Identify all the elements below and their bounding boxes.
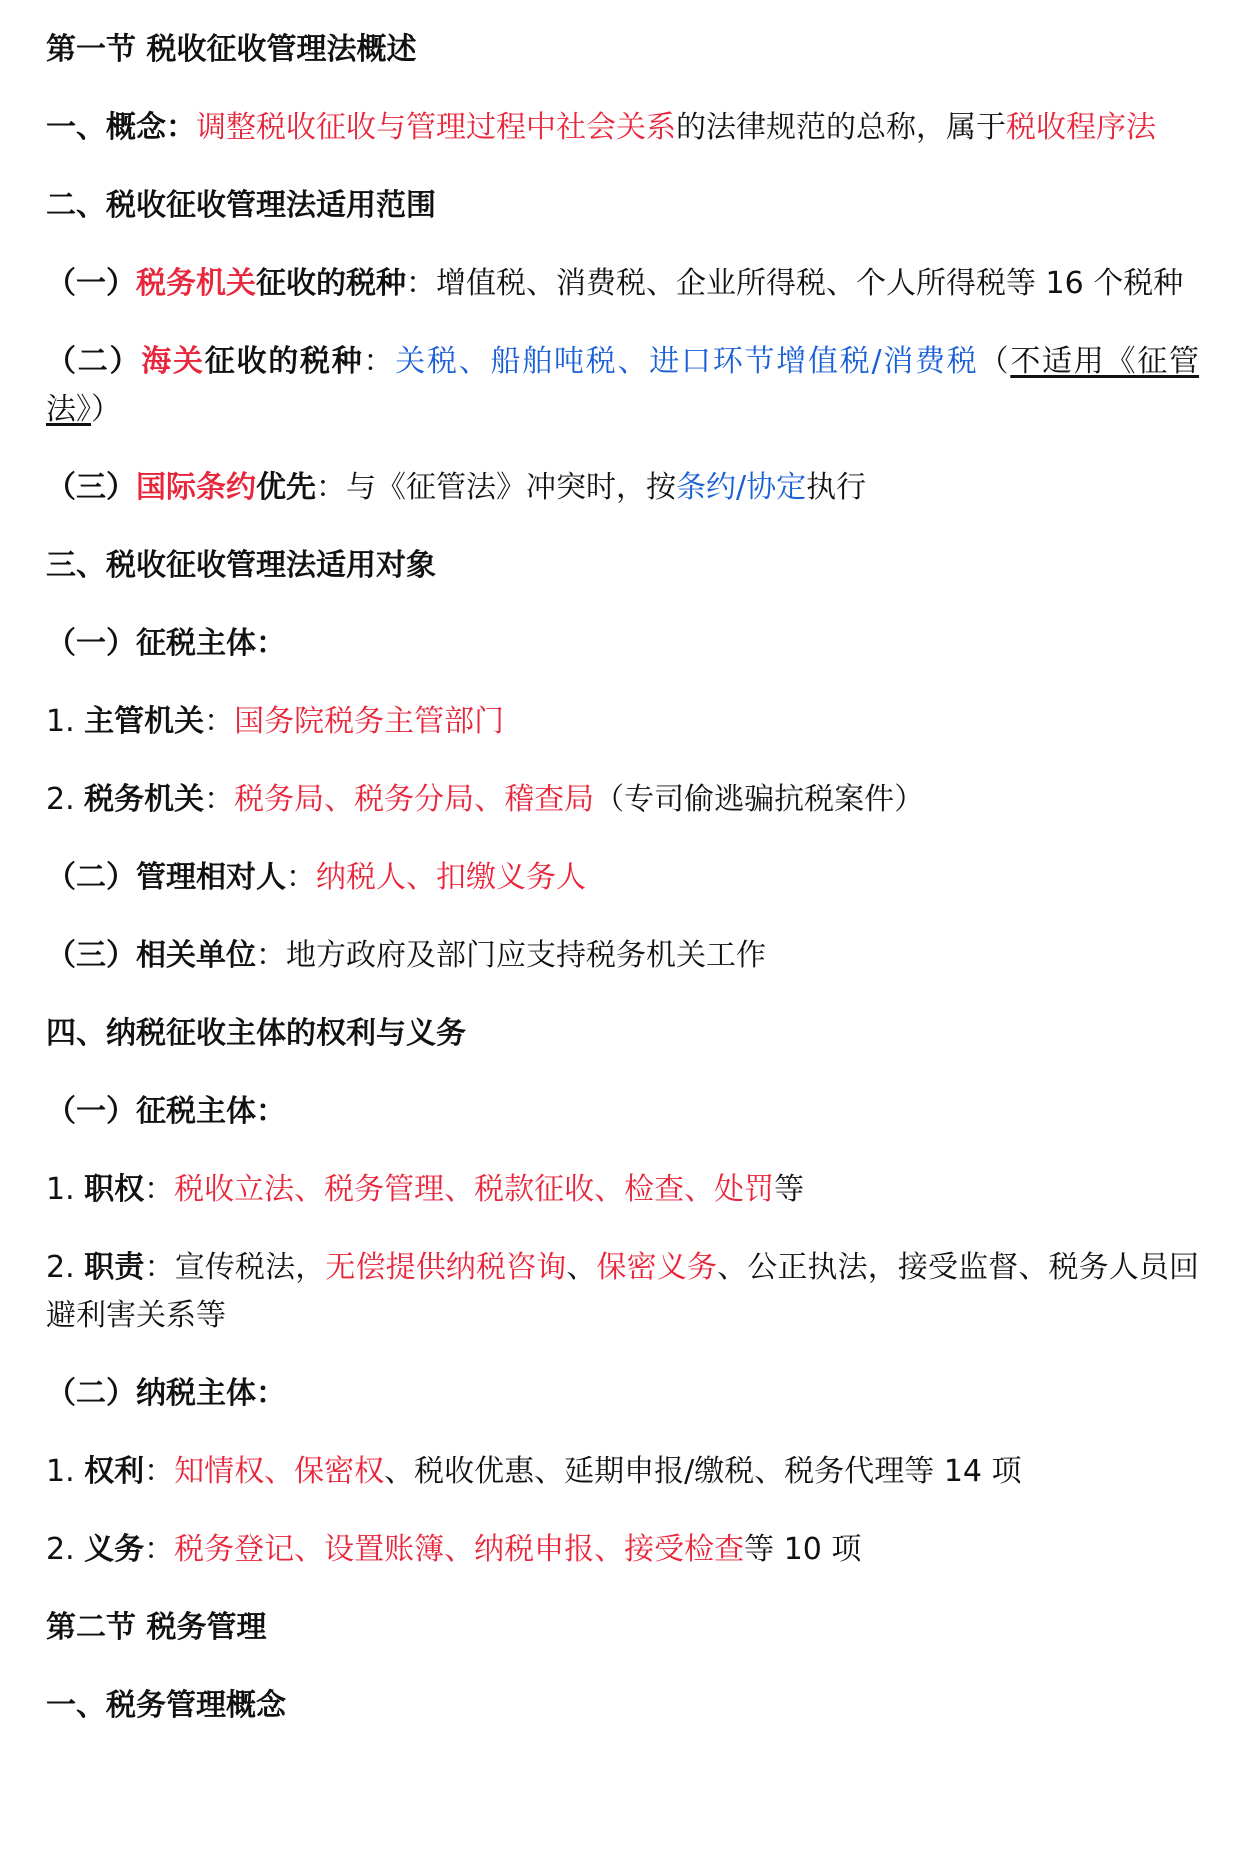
concept-highlight-1: 调整税收征收与管理过程中社会关系 <box>196 110 676 145</box>
taxpayer-duties-text: 等 10 项 <box>744 1532 862 1567</box>
collector-duties <box>46 1244 1199 1340</box>
taxpayer-subheading: （二）纳税主体： <box>46 1376 286 1411</box>
authority-item-1-highlight: 国务院税务主管部门 <box>234 704 505 739</box>
concept-heading: 一、概念： <box>46 110 196 145</box>
scope-item-3-text: ：与《征管法》冲突时，按 <box>316 470 676 505</box>
collector-duties-highlight-1: 无偿提供纳税咨询 <box>325 1250 567 1285</box>
taxpayer-rights-text: 、税收优惠、延期申报/缴税、税务代理等 14 项 <box>384 1454 1022 1489</box>
taxpayer-rights-highlight: 知情权、保密权 <box>174 1454 385 1489</box>
related-units-item <box>46 932 1199 980</box>
scope-item-2-heading: 征收的税种 <box>204 344 364 379</box>
counterparty-heading: （二）管理相对人 <box>46 860 286 895</box>
collector-powers-heading: 职权 <box>84 1172 145 1207</box>
collector-powers-num: 1. <box>46 1172 85 1207</box>
taxpayer-duties-heading: 义务 <box>84 1532 145 1567</box>
scope-item-2-paren-close: ） <box>91 392 121 427</box>
collector-duties-text-2: 、 <box>566 1250 597 1285</box>
scope-item-1 <box>46 260 1199 308</box>
scope-item-3 <box>46 464 1199 512</box>
section-2-title: 第二节 税务管理 <box>46 1610 267 1645</box>
collector-powers-colon: ： <box>144 1172 175 1207</box>
collector-subheading: （一）征税主体： <box>46 1094 286 1129</box>
collector-duties-num: 2. <box>46 1250 85 1285</box>
collector-duties-text-1: ：宣传税法， <box>144 1250 326 1285</box>
collector-duties-highlight-2: 保密义务 <box>596 1250 718 1285</box>
authority-item-1-colon: ： <box>204 704 235 739</box>
taxpayer-rights-heading: 权利 <box>84 1454 145 1489</box>
scope-item-1-num: （一） <box>46 266 136 301</box>
collector-powers <box>46 1166 1199 1214</box>
authority-item-1 <box>46 698 1199 746</box>
rights-duties-heading: 四、纳税征收主体的权利与义务 <box>46 1016 466 1051</box>
related-units-text: ：地方政府及部门应支持税务机关工作 <box>256 938 766 973</box>
scope-item-3-highlight: 国际条约 <box>136 470 256 505</box>
scope-item-2-colon: ： <box>363 344 396 379</box>
authority-item-2-highlight: 税务局、税务分局、稽查局 <box>234 782 595 817</box>
taxpayer-duties-colon: ： <box>144 1532 175 1567</box>
section-1-title: 第一节 税收征收管理法概述 <box>46 32 417 67</box>
taxpayer-rights <box>46 1448 1199 1496</box>
collector-duties-text-3: 、公正执法，接受监督、税务人员回避利害关系等 <box>46 1250 1200 1333</box>
authority-item-1-heading: 主管机关 <box>84 704 205 739</box>
collector-powers-highlight: 税收立法、税务管理、税款征收、检查、处罚 <box>174 1172 775 1207</box>
scope-item-3-text-end: 执行 <box>806 470 867 505</box>
scope-item-2-blue: 关税、船舶吨税、进口环节增值税/消费税 <box>395 344 979 379</box>
authority-item-2-heading: 税务机关 <box>84 782 205 817</box>
objects-heading: 三、税收征收管理法适用对象 <box>46 548 436 583</box>
tax-admin-concept-heading: 一、税务管理概念 <box>46 1688 286 1723</box>
collector-powers-end: 等 <box>774 1172 805 1207</box>
scope-item-1-text: ：增值税、消费税、企业所得税、个人所得税等 16 个税种 <box>406 266 1184 301</box>
counterparty-colon: ： <box>286 860 316 895</box>
concept-text: 的法律规范的总称，属于 <box>676 110 1006 145</box>
counterparty-item <box>46 854 1199 902</box>
taxpayer-rights-num: 1. <box>46 1454 85 1489</box>
scope-item-2 <box>46 338 1199 434</box>
authority-item-2-num: 2. <box>46 782 85 817</box>
related-units-heading: （三）相关单位 <box>46 938 256 973</box>
authority-item-2-text: （专司偷逃骗抗税案件） <box>594 782 925 817</box>
scope-item-2-num: （二） <box>46 344 142 379</box>
authority-item-2-colon: ： <box>204 782 235 817</box>
concept-highlight-2: 税收程序法 <box>1006 110 1156 145</box>
taxpayer-duties <box>46 1526 1199 1574</box>
scope-item-3-num: （三） <box>46 470 136 505</box>
taxpayer-duties-num: 2. <box>46 1532 85 1567</box>
scope-item-1-highlight: 税务机关 <box>136 266 256 301</box>
scope-item-3-blue: 条约/协定 <box>676 470 807 505</box>
scope-item-2-highlight: 海关 <box>141 344 205 379</box>
authority-item-1-num: 1. <box>46 704 85 739</box>
authority-item-2 <box>46 776 1199 824</box>
scope-item-2-underline: 不适用《征管法》 <box>46 344 1200 427</box>
scope-item-1-heading: 征收的税种 <box>256 266 406 301</box>
concept-paragraph <box>46 104 1199 152</box>
scope-heading: 二、税收征收管理法适用范围 <box>46 188 436 223</box>
taxpayer-duties-highlight: 税务登记、设置账簿、纳税申报、接受检查 <box>174 1532 745 1567</box>
counterparty-highlight: 纳税人、扣缴义务人 <box>316 860 586 895</box>
scope-item-3-heading: 优先 <box>256 470 316 505</box>
tax-authority-heading: （一）征税主体： <box>46 626 286 661</box>
scope-item-2-paren-open: （ <box>978 344 1011 379</box>
taxpayer-rights-colon: ： <box>144 1454 175 1489</box>
collector-duties-heading: 职责 <box>84 1250 145 1285</box>
